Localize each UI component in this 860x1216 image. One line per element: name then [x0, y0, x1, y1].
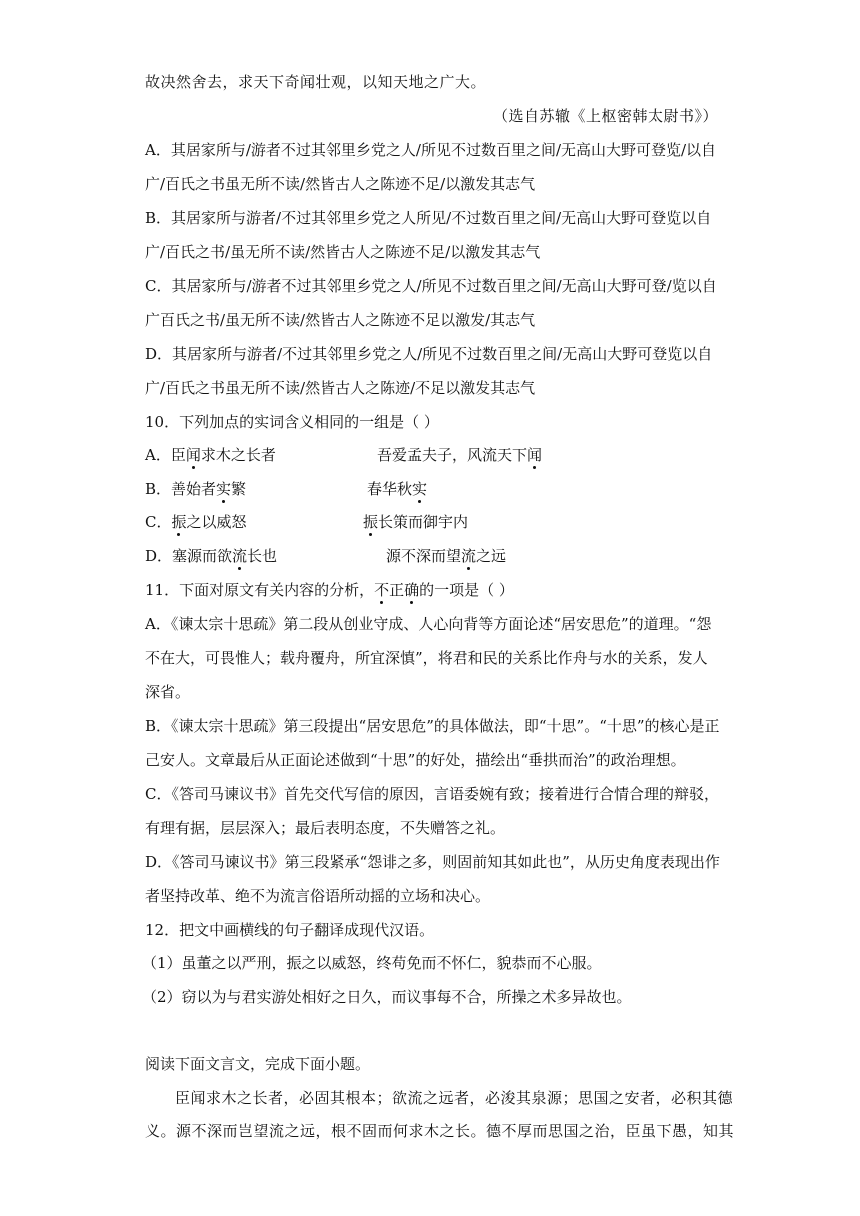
emphasis-dot-char: 流	[232, 547, 248, 565]
q11-line: 深省。	[145, 683, 191, 701]
q10-stem: 10．下列加点的实词含义相同的一组是（ ）	[145, 413, 439, 431]
q11-line: C．《答司马谏议书》首先交代写信的原因，言语委婉有致；接着进行合情合理的辩驳，	[145, 785, 719, 803]
q11-line: D．《答司马谏议书》第三段紧承“怨诽之多，则固前知其如此也”，从历史角度表现出作	[145, 853, 720, 871]
q11-line: B．《谏太宗十思疏》第三段提出“居安思危”的具体做法，即“十思”。“十思”的核心是正	[145, 717, 720, 735]
q9-option-d-line2: 广/百氏之书虽无所不读/然皆古人之陈迹/不足以激发其志气	[145, 379, 536, 397]
q11-line: 者坚持改革、绝不为流言俗语所动摇的立场和决心。	[145, 887, 491, 905]
text-segment: 源不深而望	[386, 547, 462, 565]
q11-stem	[145, 580, 514, 600]
q9-option-c-line2: 广百氏之书/虽无所不读/然皆古人之陈迹不足以激发/其志气	[145, 311, 536, 329]
text-segment: 吾爱孟夫子，风流天下	[377, 446, 528, 464]
text-segment: 长策而御宇内	[378, 513, 469, 531]
q12-stem: 12．把文中画横线的句子翻译成现代汉语。	[145, 921, 435, 939]
passage-source: （选自苏辙《上枢密韩太尉书》）	[492, 107, 718, 125]
q10-option-b-right	[367, 479, 427, 499]
q9-option-a-line1: A．其居家所与/游者不过其邻里乡党之人/所见不过数百里之间/无高山大野可登览/以自	[145, 141, 717, 159]
passage-line: 故决然舍去，求天下奇闻壮观，以知天地之广大。	[145, 73, 487, 91]
q9-option-b-line1: B．其居家所与游者/不过其邻里乡党之人所见/不过数百里之间/无高山大野可登览以自	[145, 209, 712, 227]
text-segment: D．塞源而欲	[145, 547, 233, 565]
emphasis-dot-char: 振	[363, 513, 379, 531]
text-segment: C．	[145, 513, 172, 531]
q11-line: 己安人。文章最后从正面论述做到“十思”的好处，描绘出“垂拱而治”的政治理想。	[145, 751, 686, 769]
emphasis-dot-char: 闻	[527, 446, 543, 464]
q10-option-c-left	[145, 512, 247, 532]
q11-line: 不在大，可畏惟人；载舟覆舟，所宜深慎”，将君和民的关系比作舟与水的关系，发人	[145, 649, 708, 667]
text-segment: 正	[389, 581, 405, 599]
q12-item-1: （1）虽董之以严刑，振之以威怒，终苟免而不怀仁，貌恭而不心服。	[142, 954, 602, 972]
q9-option-a-line2: 广/百氏之书虽无所不读/然皆古人之陈迹不足/以激发其志气	[145, 175, 536, 193]
text-segment: 求木之长者	[200, 446, 276, 464]
emphasis-dot-char: 振	[171, 513, 187, 531]
emphasis-dot-char: 实	[216, 480, 232, 498]
text-segment: 的一项是（ ）	[419, 581, 514, 599]
text-segment: B．善始者	[145, 480, 217, 498]
q10-option-d-right	[386, 546, 506, 566]
emphasis-dot-char: 流	[461, 547, 477, 565]
section-intro: 阅读下面文言文，完成下面小题。	[145, 1055, 371, 1073]
text-segment: 11．下面对原文有关内容的分析，	[145, 581, 375, 599]
q12-item-2: （2）窃以为与君实游处相好之日久，而议事每不合，所操之术多异故也。	[142, 988, 632, 1006]
q10-option-c-right	[363, 512, 468, 532]
emphasis-dot-char: 闻	[185, 446, 201, 464]
passage-paragraph-line: 义。源不深而岂望流之远，根不固而何求木之长。德不厚而思国之治，臣虽下愚，知其	[145, 1122, 735, 1140]
q11-line: 有理有据，层层深入；最后表明态度，不失赠答之礼。	[145, 819, 506, 837]
q11-line: A．《谏太宗十思疏》第二段从创业守成、人心向背等方面论述“居安思危”的道理。“怨	[145, 615, 712, 633]
passage-paragraph-line: 臣闻求木之长者，必固其根本；欲流之远者，必浚其泉源；思国之安者，必积其德	[175, 1089, 734, 1107]
emphasis-dot-char: 确	[404, 581, 420, 599]
emphasis-dot-char: 实	[412, 480, 428, 498]
q10-option-a-left	[145, 445, 276, 465]
q10-option-a-right	[377, 445, 542, 465]
text-segment: 之以威怒	[186, 513, 247, 531]
emphasis-dot-char: 不	[374, 581, 390, 599]
q9-option-d-line1: D．其居家所与游者/不过其邻里乡党之人/所见不过数百里之间/无高山大野可登览以自	[145, 345, 713, 363]
text-segment: 之远	[476, 547, 507, 565]
q10-option-b-left	[145, 479, 246, 499]
text-segment: 繁	[231, 480, 247, 498]
text-segment: 春华秋	[367, 480, 413, 498]
q9-option-b-line2: 广/百氏之书/虽无所不读/然皆古人之陈迹不足/以激发其志气	[145, 243, 541, 261]
text-segment: 长也	[247, 547, 278, 565]
q9-option-c-line1: C．其居家所与/游者不过其邻里乡党之人/所见不过数百里之间/无高山大野可登/览以自	[145, 277, 717, 295]
text-segment: A．臣	[145, 446, 186, 464]
q10-option-d-left	[145, 546, 277, 566]
